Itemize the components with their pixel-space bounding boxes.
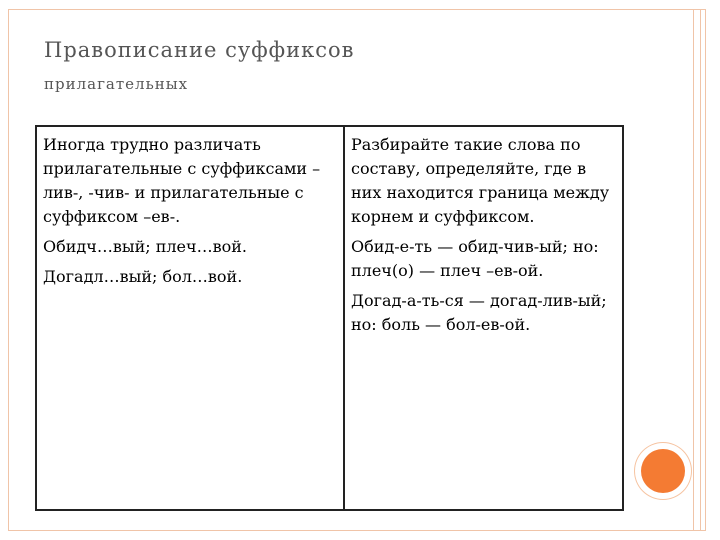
table-cell-right [344, 126, 623, 510]
table-row [36, 126, 623, 510]
left-paragraph-example-2: Догадл…вый; бол…вой. [43, 267, 243, 286]
slide-title-line-1: Правописание суффиксов [44, 38, 355, 62]
right-paragraph-example-1: Обид-е-ть — обид-чив-ый; но: плеч(о) — плеч –ев-ой. [351, 237, 599, 280]
frame-accent-line [700, 9, 701, 531]
frame-accent-line [693, 9, 694, 531]
slide-title [44, 40, 354, 92]
right-paragraph-example-2: Догад-а-ть-ся — догад-лив-ый; но: боль — бол-ев-ой. [351, 291, 607, 334]
table-cell-left [36, 126, 344, 510]
left-paragraph-rule: Иногда трудно различать прилагательные с суффиксами –лив-, -чив- и прилагательные с суффиксом –ев-. [43, 135, 321, 226]
left-paragraph-example-1: Обидч…вый; плеч…вой. [43, 237, 247, 256]
right-paragraph-rule: Разбирайте такие слова по составу, определяйте, где в них находится граница между корнем и суффиксом. [351, 135, 610, 226]
content-table [35, 125, 624, 511]
orange-circle-decoration [641, 449, 685, 493]
slide-title-line-2: прилагательных [44, 75, 189, 93]
